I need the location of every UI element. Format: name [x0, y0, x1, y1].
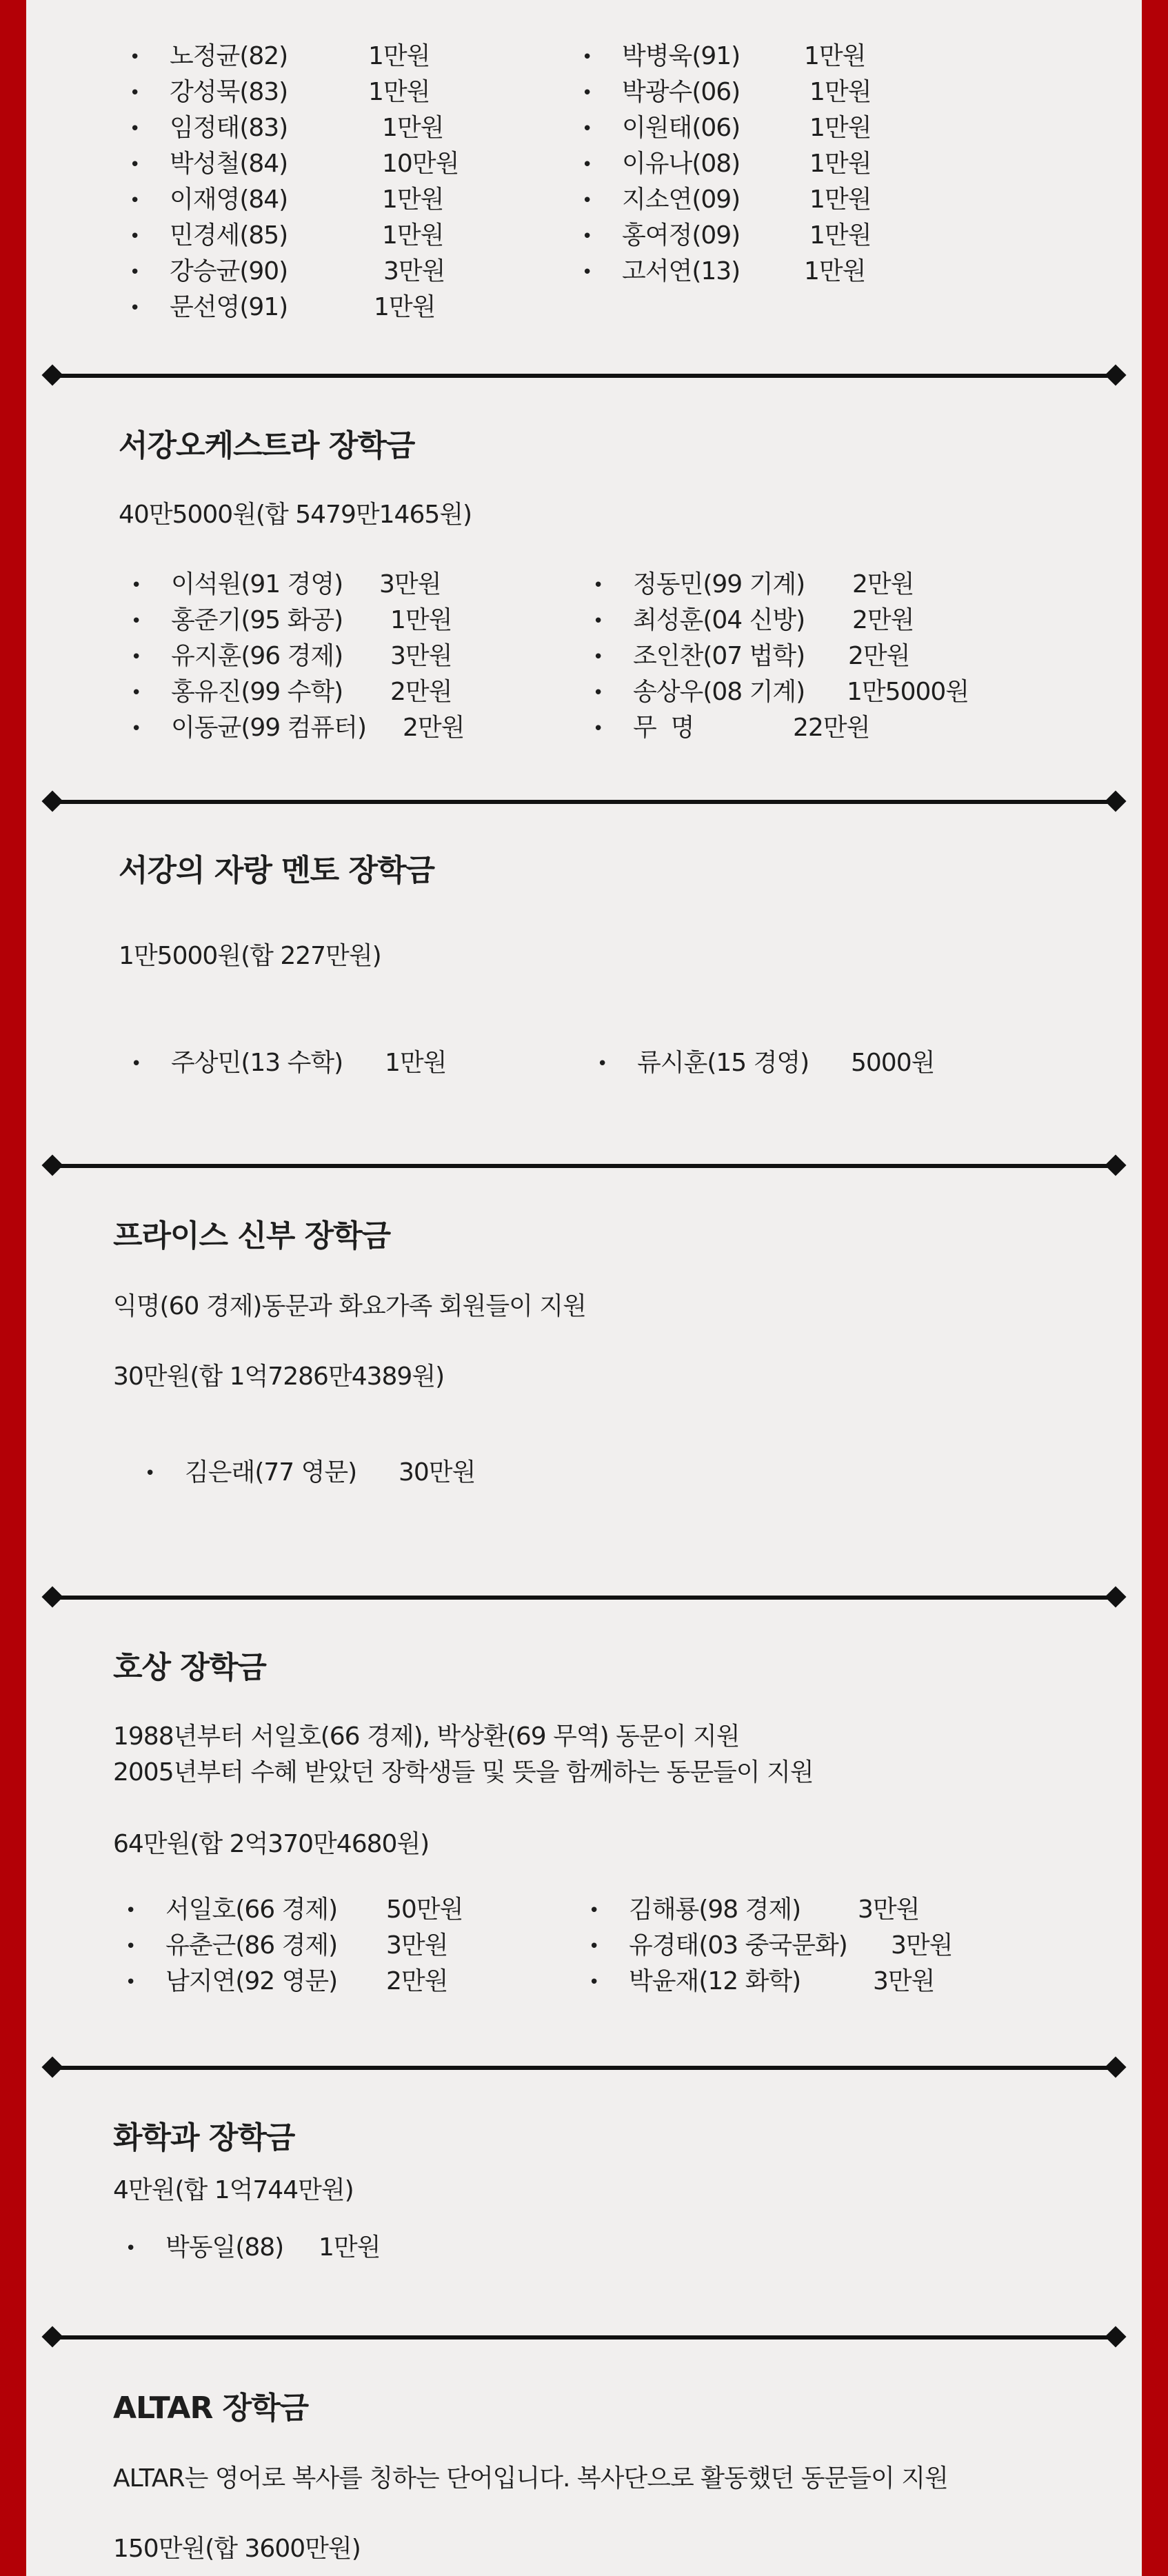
list-item: • 이동균(99 컴퓨터) 2만원: [131, 714, 465, 742]
donor-list-left: [130, 39, 459, 325]
section-title: 프라이스 신부 장학금: [113, 1218, 391, 1254]
section-title: 화학과 장학금: [113, 2120, 295, 2155]
list-item: • 강승균(90) 3만원: [130, 257, 445, 285]
list-item: • 박동일(88) 1만원: [125, 2233, 381, 2262]
donor-list-right: [597, 1045, 935, 1081]
section-divider: [52, 1164, 1116, 1168]
list-item: • 이석원(91 경영) 3만원: [131, 570, 441, 598]
section-title: 서강의 자랑 멘토 장학금: [119, 853, 434, 888]
donor-list-left: [131, 567, 465, 746]
section-divider: [52, 2066, 1116, 2070]
section-total: 1만5000원(합 227만원): [119, 942, 381, 970]
list-item: • 노정균(82) 1만원: [130, 42, 430, 70]
list-item: • 홍준기(95 화공) 1만원: [131, 606, 452, 634]
section-title: ALTAR 장학금: [113, 2391, 309, 2426]
list-item: • 정동민(99 기계) 2만원: [593, 570, 914, 598]
section-description: 2005년부터 수혜 받았던 장학생들 및 뜻을 함께하는 동문들이 지원: [113, 1758, 814, 1787]
list-item: • 조인찬(07 법학) 2만원: [593, 642, 910, 670]
list-item: • 유춘근(86 경제) 3만원: [125, 1931, 448, 1960]
list-item: • 문선영(91) 1만원: [130, 293, 436, 321]
list-item: • 남지연(92 영문) 2만원: [125, 1967, 448, 1995]
list-item: • 민경세(85) 1만원: [130, 221, 444, 250]
list-item: • 박광수(06) 1만원: [582, 78, 872, 106]
donor-list-left: [131, 1045, 447, 1081]
donor-list-right: [589, 1892, 953, 2000]
section-divider: [52, 1596, 1116, 1600]
section-description: 1988년부터 서일호(66 경제), 박상환(69 무역) 동문이 지원: [113, 1722, 740, 1751]
page: [26, 0, 1142, 2576]
list-item: • 김은래(77 영문) 30만원: [145, 1458, 476, 1487]
list-item: • 이유나(08) 1만원: [582, 150, 872, 178]
section-divider: [52, 374, 1116, 378]
section-total: 30만원(합 1억7286만4389원): [113, 1362, 445, 1391]
donor-list-right: [593, 567, 969, 746]
list-item: • 임정태(83) 1만원: [130, 114, 444, 142]
donor-list-right: [582, 39, 872, 290]
list-item: • 최성훈(04 신방) 2만원: [593, 606, 914, 634]
section-title: 서강오케스트라 장학금: [119, 428, 415, 463]
section-total: 64만원(합 2억370만4680원): [113, 1830, 430, 1858]
list-item: • 홍유진(99 수학) 2만원: [131, 678, 452, 706]
list-item: • 송상우(08 기계) 1만5000원: [593, 678, 969, 706]
donor-list-left: [125, 2230, 381, 2266]
section-total: 4만원(합 1억744만원): [113, 2176, 354, 2204]
list-item: • 유경태(03 중국문화) 3만원: [589, 1931, 953, 1960]
list-item: • 지소연(09) 1만원: [582, 185, 872, 214]
list-item: • 이재영(84) 1만원: [130, 185, 444, 214]
section-total: 150만원(합 3600만원): [113, 2535, 361, 2563]
section-description: 익명(60 경제)동문과 화요가족 회원들이 지원: [113, 1292, 586, 1320]
list-item: • 유지훈(96 경제) 3만원: [131, 642, 452, 670]
list-item: • 홍여정(09) 1만원: [582, 221, 872, 250]
donor-list-left: [125, 1892, 463, 2000]
list-item: • 박성철(84) 10만원: [130, 150, 459, 178]
list-item: • 주상민(13 수학) 1만원: [131, 1049, 447, 1077]
section-divider: [52, 800, 1116, 804]
section-title: 호상 장학금: [113, 1650, 266, 1685]
list-item: • 박병욱(91) 1만원: [582, 42, 866, 70]
section-divider: [52, 2335, 1116, 2339]
list-item: • 서일호(66 경제) 50만원: [125, 1895, 463, 1924]
list-item: • 류시훈(15 경영) 5000원: [597, 1049, 935, 1077]
section-description: ALTAR는 영어로 복사를 칭하는 단어입니다. 복사단으로 활동했던 동문들이 지원: [113, 2464, 948, 2493]
list-item: • 무 명 22만원: [593, 714, 870, 742]
list-item: • 박윤재(12 화학) 3만원: [589, 1967, 935, 1995]
list-item: • 이원태(06) 1만원: [582, 114, 872, 142]
donor-list-left: [145, 1455, 476, 1491]
section-total: 40만5000원(합 5479만1465원): [119, 501, 472, 529]
list-item: • 고서연(13) 1만원: [582, 257, 866, 285]
list-item: • 김해룡(98 경제) 3만원: [589, 1895, 920, 1924]
list-item: • 강성묵(83) 1만원: [130, 78, 430, 106]
